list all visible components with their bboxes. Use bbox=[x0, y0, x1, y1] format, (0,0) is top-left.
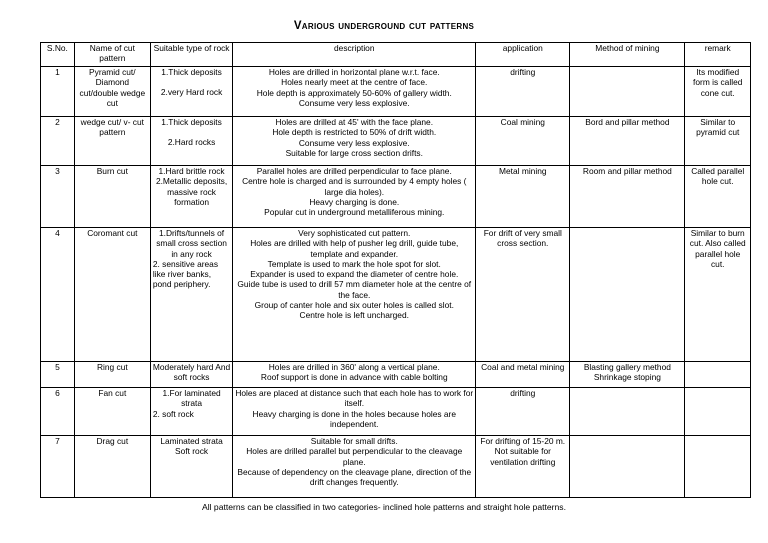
rock-line: 2.Metallic deposits, massive rock formation bbox=[155, 176, 228, 207]
cell-rock: Moderately hard And soft rocks bbox=[150, 362, 232, 388]
description-line: Holes are placed at distance such that each hole has to work for itself. bbox=[235, 388, 474, 409]
cell-sno: 7 bbox=[41, 436, 75, 498]
rock-line: 1.Thick deposits bbox=[161, 117, 222, 127]
cell-description bbox=[233, 388, 476, 436]
cell-application: drifting bbox=[476, 388, 570, 436]
description-line: Holes are drilled in 360' along a vertical plane. bbox=[268, 362, 440, 372]
cell-remark: Its modified form is called cone cut. bbox=[685, 67, 751, 117]
cell-description bbox=[233, 166, 476, 228]
cell-sno: 1 bbox=[41, 67, 75, 117]
cell-sno: 3 bbox=[41, 166, 75, 228]
cell-rock bbox=[150, 117, 232, 166]
cell-description bbox=[233, 67, 476, 117]
rock-line: Soft rock bbox=[175, 446, 209, 457]
description-line: Very sophisticated cut pattern. bbox=[298, 228, 411, 238]
rock-spacer bbox=[153, 77, 230, 87]
description-line: Guide tube is used to drill 57 mm diameter hole at the centre of the face. bbox=[237, 279, 472, 300]
rock-line: 2.very Hard rock bbox=[160, 87, 223, 98]
cell-application: For drifting of 15-20 m. Not suitable for ventilation drifting bbox=[476, 436, 570, 498]
cell-name: Drag cut bbox=[74, 436, 150, 498]
description-line: Heavy charging is done. bbox=[309, 196, 400, 207]
cell-remark: Similar to burn cut. Also called parallel hole cut. bbox=[685, 228, 751, 362]
cell-name: Fan cut bbox=[74, 388, 150, 436]
cell-sno: 2 bbox=[41, 117, 75, 166]
table-row bbox=[41, 117, 751, 166]
cell-rock bbox=[150, 436, 232, 498]
cut-patterns-table bbox=[40, 42, 751, 498]
header-application: application bbox=[476, 43, 570, 67]
cell-name: Burn cut bbox=[74, 166, 150, 228]
cell-rock bbox=[150, 228, 232, 362]
cell-method bbox=[570, 436, 685, 498]
cell-description bbox=[233, 228, 476, 362]
page-title: Various underground cut patterns bbox=[293, 20, 475, 32]
rock-spacer bbox=[153, 127, 230, 137]
cell-remark bbox=[685, 362, 751, 388]
description-line: Holes are drilled parallel but perpendicular to the cleavage plane. bbox=[246, 446, 463, 467]
description-line: Holes are drilled with help of pusher leg drill, guide tube, template and expander. bbox=[250, 238, 459, 259]
header-rock: Suitable type of rock bbox=[150, 43, 232, 67]
footnote: All patterns can be classified in two categories- inclined hole patterns and straight hole patterns. bbox=[201, 502, 566, 512]
table-row bbox=[41, 166, 751, 228]
table-row bbox=[41, 362, 751, 388]
rock-line: 1.Drifts/tunnels of small cross section in any rock bbox=[156, 228, 227, 259]
table-header-row bbox=[41, 43, 751, 67]
rock-line: 1.Hard brittle rock bbox=[158, 166, 225, 176]
description-line: Suitable for small drifts. bbox=[310, 436, 398, 446]
header-remark: remark bbox=[685, 43, 751, 67]
description-line: Hole depth is restricted to 50% of drift width. bbox=[272, 127, 437, 138]
description-line: Holes nearly meet at the centre of face. bbox=[281, 77, 428, 88]
description-line: Suitable for large cross section drifts. bbox=[285, 147, 423, 158]
table-row bbox=[41, 67, 751, 117]
cell-method bbox=[570, 67, 685, 117]
description-line: Roof support is done in advance with cable bolting bbox=[260, 372, 448, 383]
table-row bbox=[41, 228, 751, 362]
description-line: Parallel holes are drilled perpendicular to face plane. bbox=[256, 166, 452, 176]
rock-line: 2.Hard rocks bbox=[167, 137, 216, 148]
description-line: Centre hole is charged and is surrounded by 4 empty holes ( large dia holes). bbox=[242, 176, 467, 197]
cell-method bbox=[570, 228, 685, 362]
cell-sno: 6 bbox=[41, 388, 75, 436]
header-method: Method of mining bbox=[570, 43, 685, 67]
cell-rock bbox=[150, 166, 232, 228]
cell-description bbox=[233, 362, 476, 388]
description-line: Consume very less explosive. bbox=[298, 97, 410, 108]
cell-name: Ring cut bbox=[74, 362, 150, 388]
description-line: Template is used to mark the hole spot for slot. bbox=[267, 258, 441, 269]
description-line: Holes are drilled in horizontal plane w.r.t. face. bbox=[268, 67, 440, 77]
cell-rock bbox=[150, 388, 232, 436]
rock-line: 2. soft rock bbox=[152, 408, 194, 419]
table-row bbox=[41, 388, 751, 436]
description-line: Consume very less explosive. bbox=[298, 137, 410, 148]
cell-sno: 4 bbox=[41, 228, 75, 362]
table-row bbox=[41, 436, 751, 498]
cell-application: Coal mining bbox=[476, 117, 570, 166]
cell-application: drifting bbox=[476, 67, 570, 117]
cell-name: wedge cut/ v- cut pattern bbox=[74, 117, 150, 166]
cell-application: For drift of very small cross section. bbox=[476, 228, 570, 362]
cell-application: Coal and metal mining bbox=[476, 362, 570, 388]
rock-line: Laminated strata bbox=[160, 436, 223, 446]
cell-method bbox=[570, 388, 685, 436]
cell-description bbox=[233, 436, 476, 498]
rock-line: 1.For laminated strata bbox=[162, 388, 221, 409]
header-description: description bbox=[233, 43, 476, 67]
cell-remark: Similar to pyramid cut bbox=[685, 117, 751, 166]
cell-description bbox=[233, 117, 476, 166]
cell-remark: Called parallel hole cut. bbox=[685, 166, 751, 228]
cell-method: Room and pillar method bbox=[570, 166, 685, 228]
cell-remark bbox=[685, 388, 751, 436]
cell-remark bbox=[685, 436, 751, 498]
header-sno: S.No. bbox=[41, 43, 75, 67]
cell-name: Pyramid cut/ Diamond cut/double wedge cut bbox=[74, 67, 150, 117]
description-line: Heavy charging is done in the holes because holes are independent. bbox=[252, 408, 456, 429]
description-line: Centre hole is left uncharged. bbox=[299, 310, 409, 321]
description-line: Group of canter hole and six outer holes is called slot. bbox=[254, 300, 454, 311]
rock-line: 2. sensitive areas like river banks, pond periphery. bbox=[152, 258, 219, 290]
description-line: Expander is used to expand the diameter of centre hole. bbox=[250, 269, 459, 280]
cell-name: Coromant cut bbox=[74, 228, 150, 362]
cell-rock bbox=[150, 67, 232, 117]
header-name: Name of cut pattern bbox=[74, 43, 150, 67]
cell-method: Bord and pillar method bbox=[570, 117, 685, 166]
description-line: Popular cut in underground metalliferous mining. bbox=[264, 207, 445, 218]
cell-application: Metal mining bbox=[476, 166, 570, 228]
description-line: Holes are drilled at 45' with the face plane. bbox=[275, 117, 434, 127]
description-line: Hole depth is approximately 50-60% of gallery width. bbox=[256, 87, 452, 98]
description-line: Because of dependency on the cleavage plane, direction of the drift changes frequently. bbox=[237, 466, 472, 488]
cell-sno: 5 bbox=[41, 362, 75, 388]
rock-line: 1.Thick deposits bbox=[161, 67, 222, 77]
cell-method: Blasting gallery method Shrinkage stoping bbox=[570, 362, 685, 388]
